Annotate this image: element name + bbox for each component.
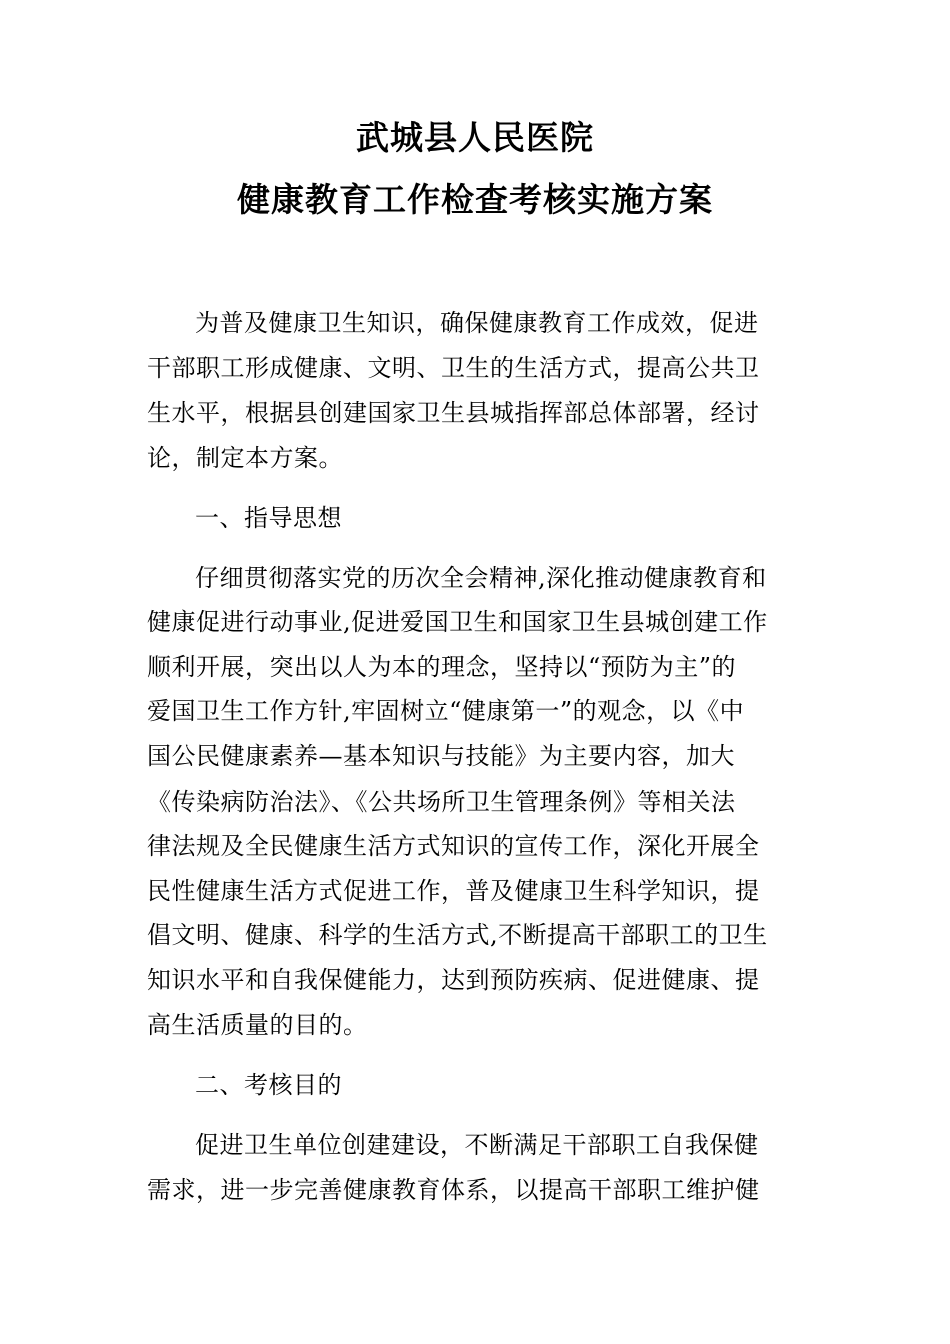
section-1-paragraph-line: 倡文明、健康、科学的生活方式,不断提高干部职工的卫生 bbox=[147, 921, 768, 949]
section-1-paragraph-line: 健康促进行动事业,促进爱国卫生和国家卫生县城创建工作 bbox=[147, 608, 768, 636]
document-title-line-2: 健康教育工作检查考核实施方案 bbox=[237, 180, 713, 219]
section-1-paragraph-line: 知识水平和自我保健能力，达到预防疾病、促进健康、提 bbox=[147, 966, 760, 994]
section-1-paragraph-line: 仔细贯彻落实党的历次全会精神,深化推动健康教育和 bbox=[195, 564, 767, 592]
section-1-paragraph-line: 爱国卫生工作方针,牢固树立“健康第一”的观念，以《中 bbox=[147, 697, 745, 725]
section-1-paragraph-line: 顺利开展，突出以人为本的理念，坚持以“预防为主”的 bbox=[147, 653, 737, 681]
section-2-paragraph-line: 促进卫生单位创建建设，不断满足干部职工自我保健 bbox=[195, 1131, 759, 1159]
intro-paragraph-line: 生水平，根据县创建国家卫生县城指挥部总体部署，经讨 bbox=[147, 399, 760, 427]
section-1-paragraph-line: 民性健康生活方式促进工作，普及健康卫生科学知识，提 bbox=[147, 877, 760, 905]
intro-paragraph-line: 论，制定本方案。 bbox=[147, 444, 343, 472]
section-1-paragraph-line: 国公民健康素养—基本知识与技能》为主要内容，加大 bbox=[147, 742, 735, 770]
section-1-paragraph-line: 《传染病防治法》、《公共场所卫生管理条例》等相关法 bbox=[147, 788, 736, 816]
intro-paragraph-line: 为普及健康卫生知识，确保健康教育工作成效，促进 bbox=[195, 309, 759, 337]
section-2-paragraph-line: 需求，进一步完善健康教育体系，以提高干部职工维护健 bbox=[147, 1176, 760, 1204]
intro-paragraph-line: 干部职工形成健康、文明、卫生的生活方式，提高公共卫 bbox=[147, 354, 760, 382]
document-title-line-1: 武城县人民医院 bbox=[356, 118, 594, 157]
section-heading-assessment-purpose: 二、考核目的 bbox=[195, 1071, 342, 1099]
section-heading-guiding-ideology: 一、指导思想 bbox=[195, 504, 342, 532]
section-1-paragraph-line: 高生活质量的目的。 bbox=[147, 1011, 368, 1039]
section-1-paragraph-line: 律法规及全民健康生活方式知识的宣传工作，深化开展全 bbox=[147, 832, 760, 860]
